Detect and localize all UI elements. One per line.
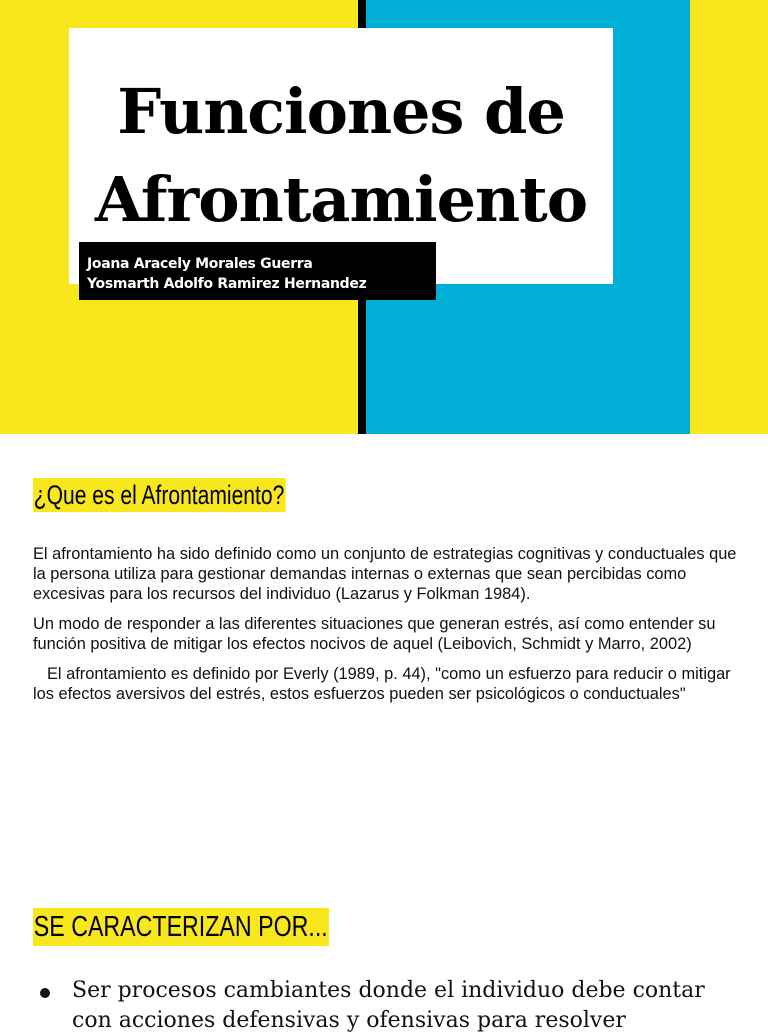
section-heading-what-is: ¿Que es el Afrontamiento?	[33, 480, 285, 510]
list-item-text: Ser procesos cambiantes donde el individuo debe contar con acciones defensivas y ofensivas para resolver	[72, 978, 705, 1033]
paragraph-definition-3: El afrontamiento es definido por Everly (1989, p. 44), "como un esfuerzo para reducir o mitigar los efectos aversivos del estrés, estos esfuerzos pueden ser psicológicos o conductuales"	[33, 665, 731, 703]
author-name: Yosmarth Adolfo Ramirez Hernandez	[87, 276, 367, 292]
author-name: Joana Aracely Morales Guerra	[87, 256, 313, 272]
title-line-2: Afrontamiento	[94, 163, 588, 236]
title-slide	[0, 0, 768, 434]
presentation-title	[69, 68, 613, 244]
bullet-dot-icon	[40, 988, 50, 998]
paragraph-definition-2: Un modo de responder a las diferentes situaciones que generan estrés, así como entender su función positiva de mitigar los efectos nocivos de aquel (Leibovich, Schmidt y Marro, 2002)	[33, 615, 716, 653]
definition-paragraphs	[33, 544, 745, 714]
characteristics-list	[38, 976, 738, 1036]
authors-box	[79, 242, 436, 300]
title-line-1: Funciones de	[117, 75, 565, 148]
section-heading-characteristics: SE CARACTERIZAN POR...	[33, 908, 329, 946]
content-slide	[0, 434, 768, 1033]
paragraph-definition-1: El afrontamiento ha sido definido como un conjunto de estrategias cognitivas y conductuales que la persona utiliza para gestionar demandas internas o externas que sean percibidas como excesivas para los recursos del individuo (Lazarus y Folkman 1984).	[33, 545, 737, 603]
list-item	[38, 976, 738, 1036]
